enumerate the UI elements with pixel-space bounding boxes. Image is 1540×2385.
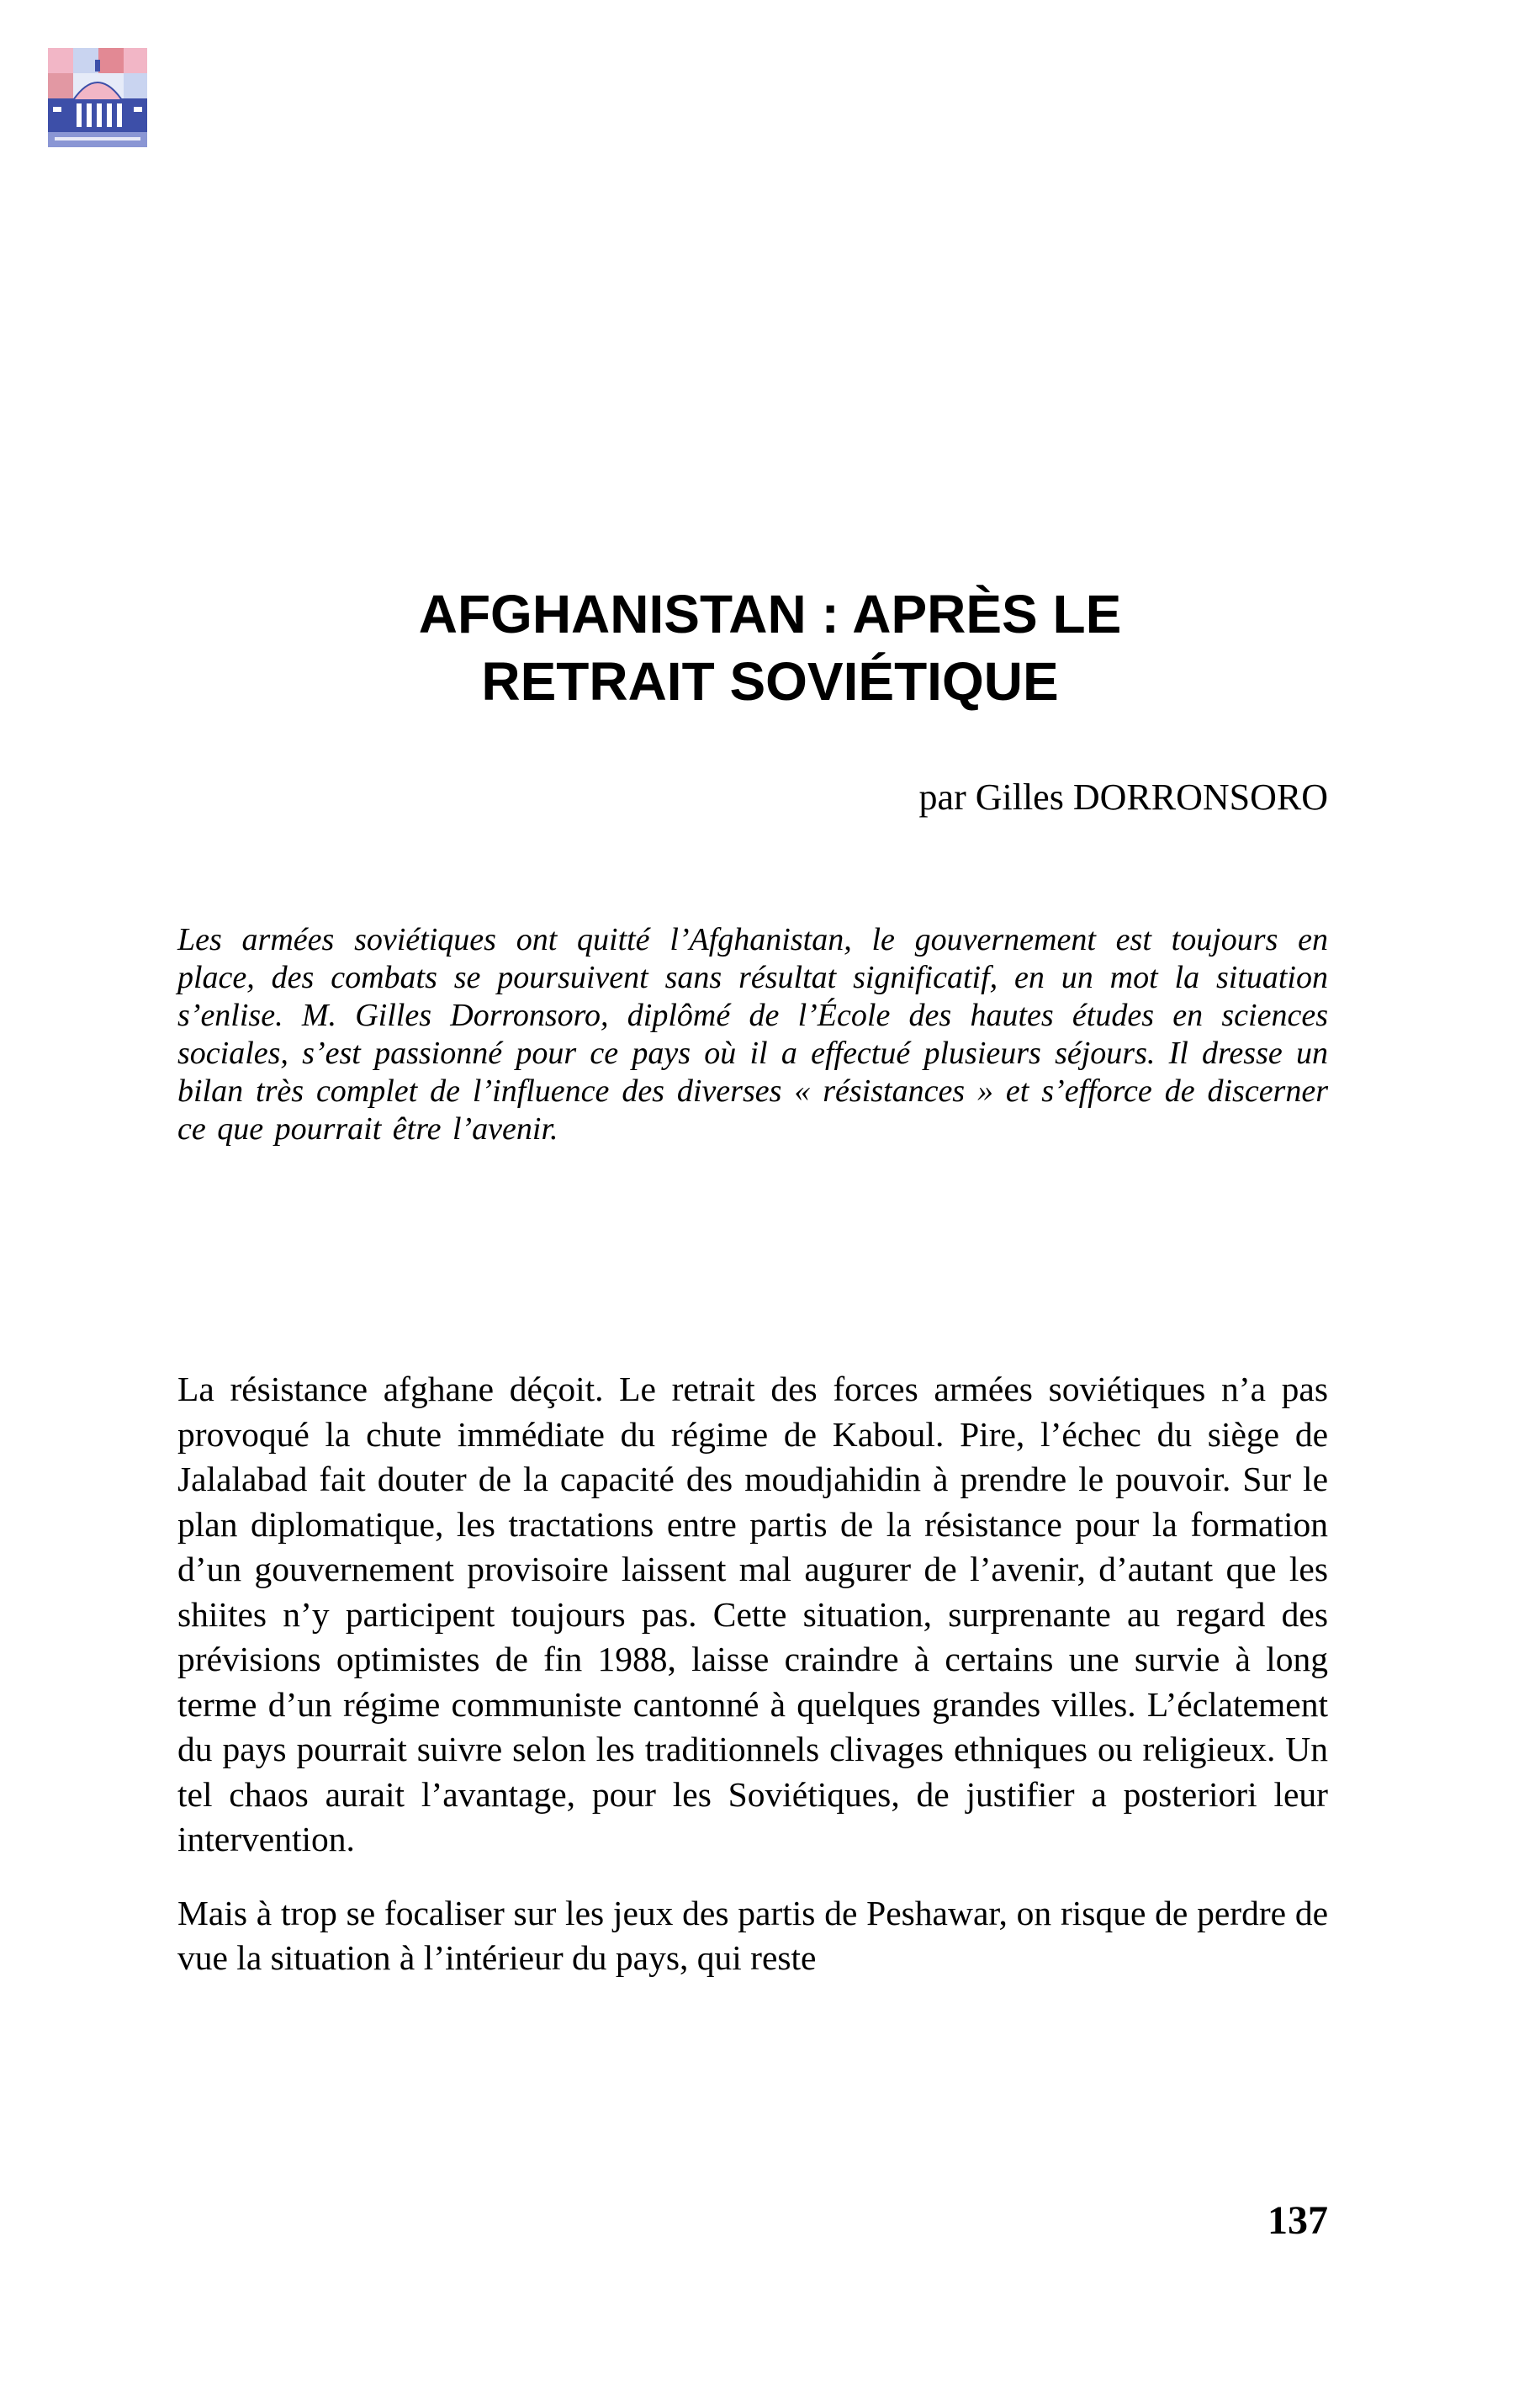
article-body xyxy=(177,1367,1328,2010)
body-paragraph-1: La résistance afghane déçoit. Le retrait des forces armées soviétiques n’a pas provoqué la chute immédiate du régime de Kaboul. Pire, l’échec du siège de Jalalabad fait douter de la capacité des moudjahidin à prendre le pouvoir. Sur le plan diplomatique, les tractations entre partis de la résistance pour la formation d’un gouvernement provisoire laissent mal augurer de l’avenir, d’autant que les shiites n’y participent toujours pas. Cette situation, surprenante au regard des prévisions optimistes de fin 1988, laisse craindre à certains une survie à long terme d’un régime communiste cantonné à quelques grandes villes. L’éclatement du pays pourrait suivre selon les traditionnels clivages ethniques ou religieux. Un tel chaos aurait l’avantage, pour les Soviétiques, de justifier a posteriori leur intervention. xyxy=(177,1370,1328,1858)
article-title-line-2: RETRAIT SOVIÉTIQUE xyxy=(481,651,1059,712)
article-title-line-1: AFGHANISTAN : APRÈS LE xyxy=(418,584,1122,644)
page-number: 137 xyxy=(1267,2198,1328,2243)
article-title xyxy=(0,580,1540,715)
article-abstract: Les armées soviétiques ont quitté l’Afghanistan, le gouvernement est toujours en place, des combats se poursuivent sans résultat significatif, en un mot la situation s’enlise. M. Gilles Dorronsoro, diplômé de l’École des hautes études en sciences sociales, s’est passionné pour ce pays où il a effectué plusieurs séjours. Il dresse un bilan très complet de l’influence des diverses « résistances » et s’efforce de discerner ce que pourrait être l’avenir. xyxy=(177,922,1328,1147)
building-dome-logo-icon xyxy=(48,48,147,147)
article-byline: par Gilles DORRONSORO xyxy=(918,776,1328,818)
body-paragraph-2: Mais à trop se focaliser sur les jeux des partis de Peshawar, on risque de perdre de vue la situation à l’intérieur du pays, qui reste xyxy=(177,1893,1328,1977)
